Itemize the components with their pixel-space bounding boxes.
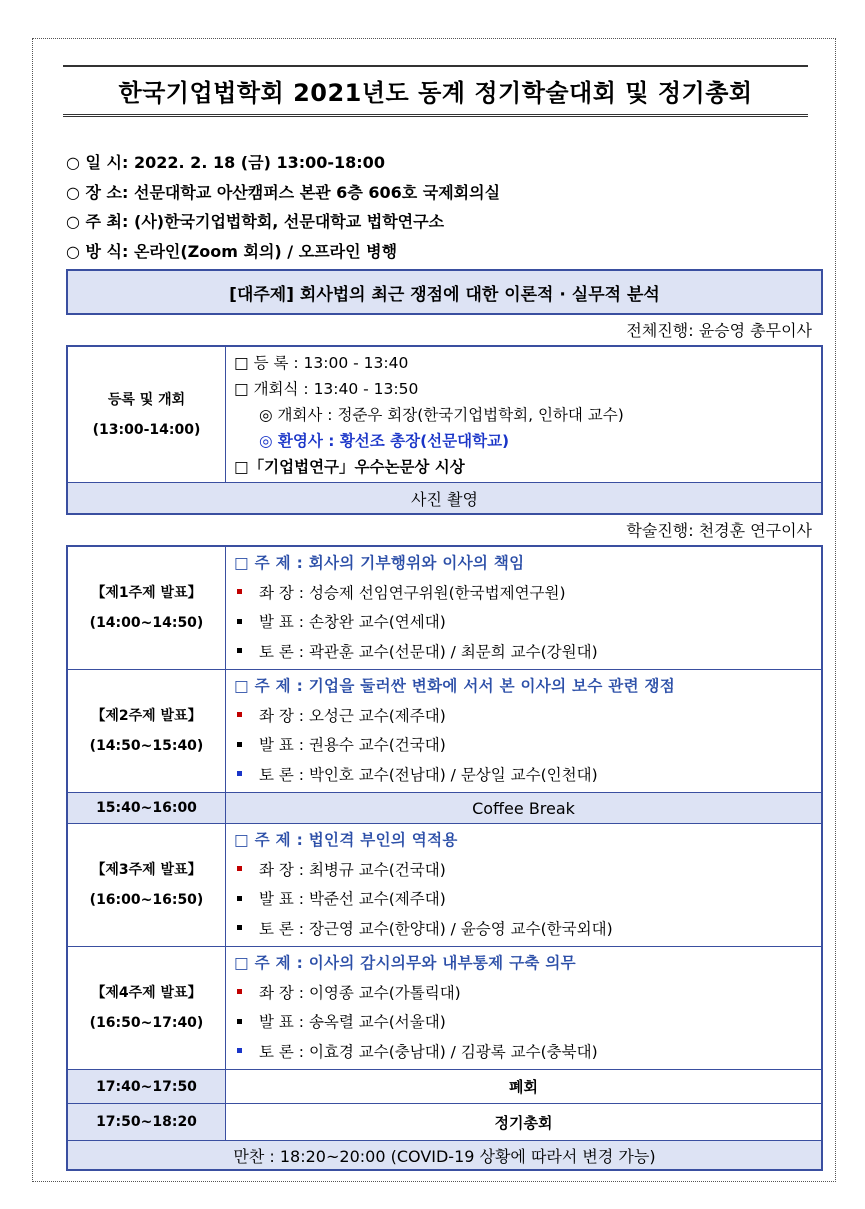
info-method — [66, 237, 500, 267]
bullet-icon — [237, 925, 242, 930]
session-3-content — [226, 824, 823, 947]
session-4-label — [67, 947, 226, 1070]
opening-table — [66, 345, 823, 515]
session-title: 【제1주제 발표】 — [91, 585, 202, 601]
info-host — [66, 207, 500, 237]
session-topic: □ 주 제 : 회사의 기부행위와 이사의 책임 — [234, 554, 525, 572]
info-value: (사)한국기업법학회, 선문대학교 법학연구소 — [134, 212, 445, 231]
session-time: (16:00~16:50) — [89, 892, 204, 908]
info-label: ○ 장 소: — [66, 182, 129, 202]
session-4-content — [226, 947, 823, 1070]
session-1-label — [67, 546, 226, 670]
session-chair: 좌 장 : 최병규 교수(건국대) — [259, 860, 446, 879]
session-title: 【제4주제 발표】 — [91, 985, 202, 1001]
coffee-break: Coffee Break — [226, 793, 823, 824]
info-value: 선문대학교 아산캠퍼스 본관 6층 606호 국제회의실 — [134, 182, 501, 202]
main-theme-banner: [대주제] 회사법의 최근 쟁점에 대한 이론적 · 실무적 분석 — [66, 269, 823, 315]
session-topic: □ 주 제 : 기업을 둘러싼 변화에 서서 본 이사의 보수 관련 쟁점 — [234, 677, 676, 695]
session-chair: 좌 장 : 성승제 선임연구위원(한국법제연구원) — [259, 583, 566, 602]
info-value: 2022. 2. 18 (금) 13:00-18:00 — [134, 153, 385, 172]
info-place — [66, 178, 500, 208]
info-date — [66, 148, 500, 178]
info-label: ○ 주 최: — [66, 212, 129, 231]
bullet-icon — [237, 648, 242, 653]
bullet-icon — [237, 712, 242, 717]
closing-time: 17:40~17:50 — [67, 1070, 226, 1104]
session-time: (16:50~17:40) — [89, 1015, 204, 1031]
bullet-icon — [237, 589, 242, 594]
session-presenter: 발 표 : 박준선 교수(제주대) — [259, 890, 446, 908]
session-chair: 좌 장 : 이영종 교수(가톨릭대) — [259, 983, 461, 1002]
session-discussants: 토 론 : 이효경 교수(충남대) / 김광록 교수(충북대) — [259, 1042, 598, 1061]
info-label: ○ 방 식: — [66, 241, 129, 261]
closing-label: 폐회 — [226, 1070, 823, 1104]
bullet-icon — [237, 771, 242, 776]
bullet-icon — [237, 896, 242, 901]
session-time: (14:50~15:40) — [89, 738, 204, 754]
session-title: 【제3주제 발표】 — [91, 862, 202, 878]
coffee-time: 15:40~16:00 — [67, 793, 226, 824]
award-line: □「기업법연구」우수논문상 시상 — [234, 457, 465, 476]
session-topic: □ 주 제 : 이사의 감시의무와 내부통제 구축 의무 — [234, 954, 576, 972]
session-1-content — [226, 546, 823, 670]
session-topic: □ 주 제 : 법인격 부인의 역적용 — [234, 831, 458, 849]
document-title: 한국기업법학회 2021년도 동계 정기학술대회 및 정기총회 — [118, 79, 753, 107]
session-2-label — [67, 670, 226, 793]
photo-row: 사진 촬영 — [67, 483, 822, 515]
welcome-speech-line: ◎ 환영사 : 황선조 총장(선문대학교) — [259, 431, 510, 450]
session-discussants: 토 론 : 장근영 교수(한양대) / 윤승영 교수(한국외대) — [259, 919, 613, 938]
opening-title: 등록 및 개회 — [107, 391, 186, 408]
assembly-label: 정기총회 — [226, 1104, 823, 1141]
bullet-icon — [237, 619, 242, 624]
event-info — [66, 148, 500, 266]
opening-label — [67, 346, 226, 483]
session-presenter: 발 표 : 손창완 교수(연세대) — [259, 613, 446, 631]
session-chair: 좌 장 : 오성근 교수(제주대) — [259, 706, 446, 725]
opening-content — [226, 346, 823, 483]
session-presenter: 발 표 : 권용수 교수(건국대) — [259, 736, 446, 754]
overall-facilitator: 전체진행: 윤승영 총무이사 — [626, 321, 812, 340]
ceremony-line: □ 개회식 : 13:40 - 13:50 — [234, 379, 419, 398]
sessions-table — [66, 545, 823, 1171]
session-discussants: 토 론 : 곽관훈 교수(선문대) / 최문희 교수(강원대) — [259, 642, 598, 661]
info-label: ○ 일 시: — [66, 153, 129, 172]
assembly-time: 17:50~18:20 — [67, 1104, 226, 1141]
session-time: (14:00~14:50) — [89, 615, 204, 631]
bullet-icon — [237, 742, 242, 747]
registration-line: □ 등 록 : 13:00 - 13:40 — [234, 353, 409, 372]
bullet-icon — [237, 1048, 242, 1053]
bullet-icon — [237, 866, 242, 871]
session-title: 【제2주제 발표】 — [91, 708, 202, 724]
info-value: 온라인(Zoom 회의) / 오프라인 병행 — [134, 241, 398, 261]
opening-speech-line: ◎ 개회사 : 정준우 회장(한국기업법학회, 인하대 교수) — [259, 405, 624, 424]
session-3-label — [67, 824, 226, 947]
opening-time: (13:00-14:00) — [92, 421, 201, 438]
session-presenter: 발 표 : 송옥렬 교수(서울대) — [259, 1013, 446, 1031]
academic-facilitator: 학술진행: 천경훈 연구이사 — [626, 521, 812, 540]
session-2-content — [226, 670, 823, 793]
session-discussants: 토 론 : 박인호 교수(전남대) / 문상일 교수(인천대) — [259, 765, 598, 784]
bullet-icon — [237, 989, 242, 994]
bullet-icon — [237, 1019, 242, 1024]
dinner-row: 만찬 : 18:20~20:00 (COVID-19 상황에 따라서 변경 가능) — [67, 1141, 822, 1171]
title-box — [63, 65, 808, 117]
